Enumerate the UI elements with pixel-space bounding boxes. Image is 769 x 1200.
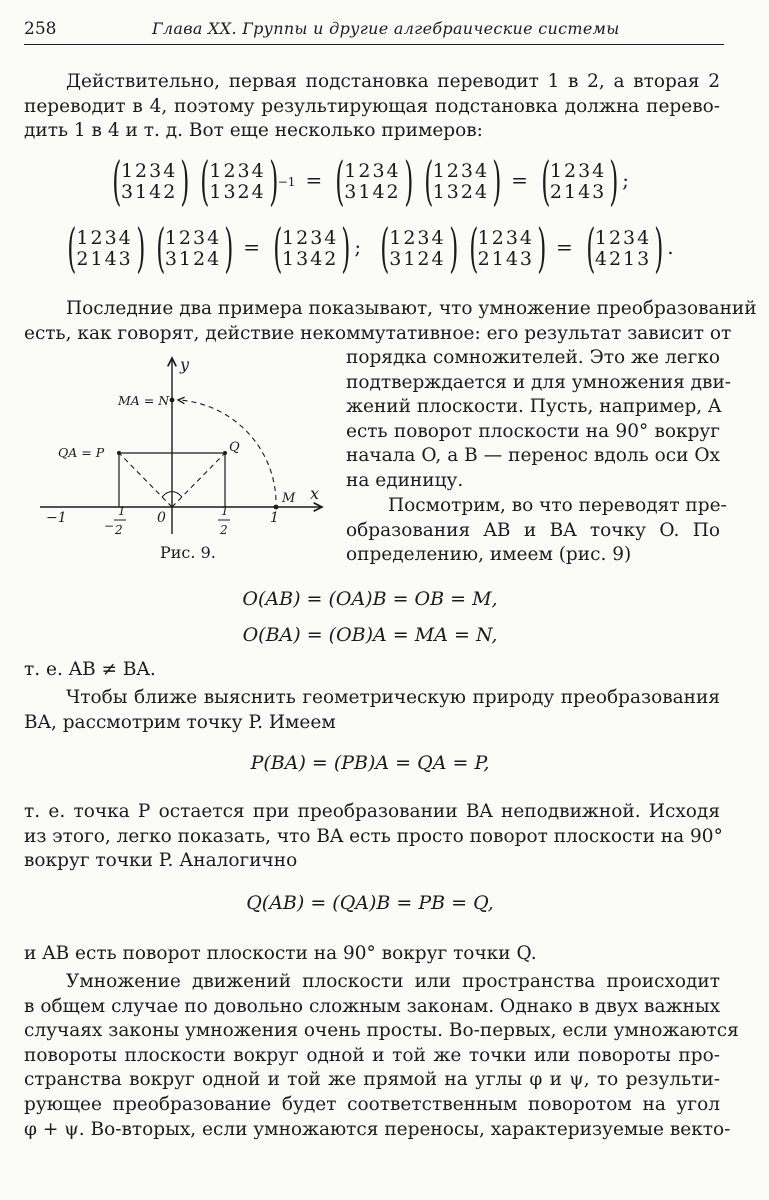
permutation: ( 1234 3124 )	[380, 219, 459, 279]
equation-4: O(BA) = (OB)A = MA = N,	[242, 624, 498, 646]
equation-5: P(BA) = (PB)A = QA = P,	[250, 752, 490, 774]
text-line: образования AB и BA точку O. По	[346, 519, 720, 541]
text-line: Умножение движений плоскости или пространства происходит	[66, 971, 720, 992]
text-line: на единицу.	[346, 469, 464, 491]
text-line: BA, рассмотрим точку P. Имеем	[24, 711, 336, 733]
text-line: случаях законы умножения очень просты. Во-первых, если умножаются	[24, 1020, 739, 1042]
text-line: начала O, а B — перенос вдоль оси Ox	[346, 445, 720, 467]
text-line: Чтобы ближе выяснить геометрическую природу преобразования	[66, 687, 720, 708]
text-line: Действительно, первая подстановка переводит 1 в 2, а вторая 2	[66, 71, 720, 92]
paragraph-1	[24, 70, 720, 144]
permutation: ( 1234 3142 )	[335, 152, 414, 212]
point-Q	[223, 451, 227, 455]
page-number: 258	[24, 19, 57, 39]
point-P	[117, 451, 121, 455]
text-line: жений плоскости. Пусть, например, A	[346, 396, 722, 418]
text-line: есть поворот плоскости на 90° вокруг	[346, 420, 720, 442]
tick-minus-half-sign: −	[104, 519, 115, 533]
label-Q: Q	[229, 440, 240, 455]
label-x: x	[310, 484, 320, 503]
tick-minus-half-den: 2	[115, 523, 123, 537]
tick-minus-1: −1	[46, 510, 67, 526]
tick-zero: 0	[157, 510, 166, 526]
permutation: ( 1234 1342 )	[273, 219, 351, 279]
permutation: ( 1234 1324 ) −1	[200, 152, 296, 212]
text-line: в общем случае по довольно сложным законам. Однако в двух важных	[24, 995, 720, 1017]
permutation: ( 1234 2143 )	[67, 219, 146, 279]
text-line: рующее преобразование будет соответственным поворотом на угол	[24, 1093, 720, 1115]
rotation-arc	[178, 400, 276, 500]
point-M	[274, 505, 279, 510]
equation-6: Q(AB) = (QA)B = PB = Q,	[246, 892, 494, 914]
paragraph-4	[24, 686, 720, 735]
permutation: ( 1234 1324 )	[424, 152, 502, 212]
page-header	[24, 14, 724, 45]
running-head: Глава XX. Группы и другие алгебраические системы	[152, 19, 620, 38]
text-line: Посмотрим, во что переводят пре-	[388, 495, 727, 516]
equation-3: O(AB) = (OA)B = OB = M,	[242, 588, 498, 610]
paragraph-2-side	[346, 346, 732, 494]
figure-9	[30, 352, 330, 542]
label-M: M	[282, 491, 296, 506]
text-line: подтверждается и для умножения дви-	[346, 371, 732, 393]
tick-one: 1	[270, 510, 279, 526]
text-line: т. е. точка P остается при преобразовании BA неподвижной. Исходя	[24, 801, 720, 822]
text-line: и AB есть поворот плоскости на 90° вокруг точки Q.	[24, 943, 537, 964]
text-line: вокруг точки P. Аналогично	[24, 850, 298, 872]
text-line: φ + ψ. Во-вторых, если умножаются переносы, характеризуемые векто-	[24, 1118, 731, 1140]
label-QA: QA = P	[58, 445, 105, 460]
tick-half-den: 2	[220, 523, 228, 537]
text-line: странства вокруг одной и той же прямой на углы φ и ψ, то результи-	[24, 1069, 720, 1091]
permutation: ( 1234 4213 )	[586, 219, 664, 279]
text-line: из этого, легко показать, что BA есть просто поворот плоскости на 90°	[24, 825, 723, 847]
text-line: определению, имеем (рис. 9)	[346, 544, 632, 566]
tick-half-num: 1	[221, 504, 229, 518]
text-line: порядка сомножителей. Это же легко	[346, 347, 720, 368]
paragraph-te	[24, 658, 720, 683]
tick-minus-half-num: 1	[118, 504, 126, 518]
text-line: т. е. AB ≠ BA.	[24, 659, 156, 680]
paragraph-6	[24, 970, 739, 1142]
label-MA: MA = N	[118, 393, 170, 408]
text-line: есть, как говорят, действие некоммутативное: его результат зависит от	[24, 322, 732, 344]
text-line: Последние два примера показывают, что умножение преобразований	[66, 298, 757, 319]
paragraph-ab	[24, 942, 720, 967]
point-N	[170, 398, 175, 403]
permutation: ( 1234 2143 )	[541, 152, 619, 212]
label-y: y	[180, 355, 190, 374]
permutation-equation-2: ( 1234 2143 ) ( 1234 3124 ) = ( 1234 1342 ) ; ( 1234 3124 ) ( 1234 2143 ) = ( 1234 4213 ) .	[20, 225, 720, 273]
text-line: повороты плоскости вокруг одной и той же точки или повороты про-	[24, 1044, 720, 1066]
paragraph-2	[24, 297, 757, 346]
permutation: ( 1234 3124 )	[156, 219, 234, 279]
permutation-equation-1: ( 1234 3142 ) ( 1234 1324 ) −1 = ( 1234 3142 ) ( 1234 1324 ) = ( 1234 2143 ) ;	[20, 158, 720, 206]
permutation: ( 1234 2143 )	[468, 219, 547, 279]
text-line: переводит в 4, поэтому результирующая подстановка должна перево-	[24, 95, 720, 117]
paragraph-5	[24, 800, 723, 874]
permutation: ( 1234 3142 )	[112, 152, 190, 212]
paragraph-3-side	[346, 494, 727, 568]
dashed-oq	[172, 453, 225, 507]
figure-caption: Рис. 9.	[160, 543, 216, 562]
dashed-op	[119, 453, 172, 507]
text-line: дить 1 в 4 и т. д. Вот еще несколько примеров:	[24, 120, 483, 142]
